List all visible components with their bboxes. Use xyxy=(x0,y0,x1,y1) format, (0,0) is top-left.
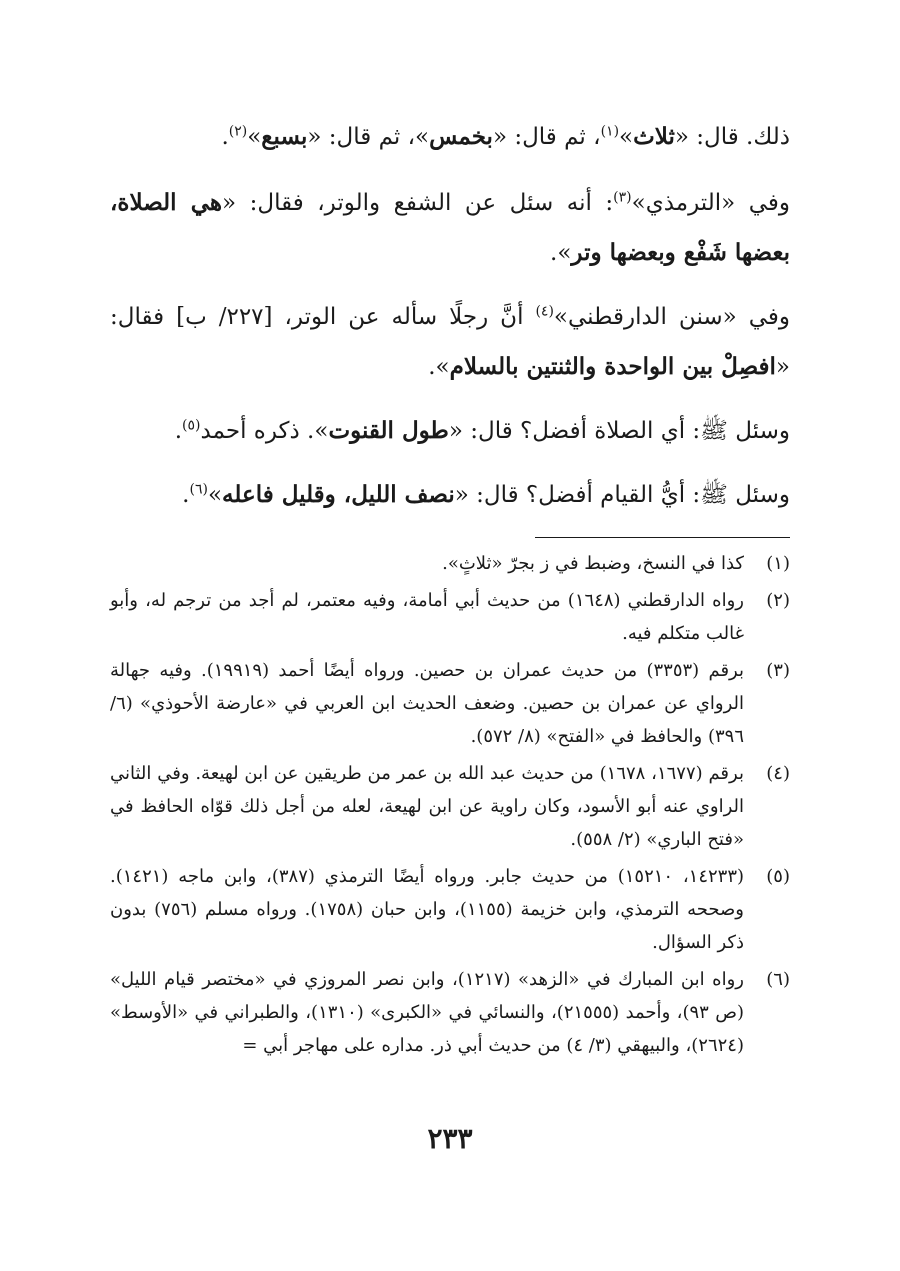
paragraph-3 xyxy=(110,292,790,392)
text-run: » xyxy=(619,124,634,150)
paragraph-4 xyxy=(110,406,790,456)
quote-bold: ثلاث xyxy=(633,123,675,150)
page-number: ٢٣٣ xyxy=(427,1122,473,1155)
footnote-2 xyxy=(110,584,790,650)
text-run: ، ثم قال: « xyxy=(492,124,601,150)
footnotes xyxy=(110,547,790,1066)
footnote-ref: (٦) xyxy=(189,481,208,498)
footnote-number: (٤) xyxy=(766,763,790,784)
quote-bold: افصِلْ بين الواحدة والثنتين بالسلام xyxy=(449,353,776,380)
paragraph-1 xyxy=(110,112,790,162)
footnote-ref: (١) xyxy=(600,123,620,140)
footnote-4 xyxy=(110,757,790,856)
text-run: ». ذكره أحمد xyxy=(200,418,329,444)
footnote-number: (١) xyxy=(766,553,790,574)
text-run: »، ثم قال: « xyxy=(307,124,430,150)
quote-bold: هي الصلاة، بعضها شَفْع وبعضها وتر xyxy=(110,189,790,266)
footnote-number: (٥) xyxy=(766,866,790,887)
text-run: . xyxy=(182,482,190,508)
text-run: ». xyxy=(550,240,572,266)
footnote-1 xyxy=(110,547,790,580)
quote-bold: بخمس xyxy=(429,123,493,150)
footnote-6 xyxy=(110,963,790,1062)
footnote-number: (٣) xyxy=(766,660,790,681)
text-run: أنَّ رجلًا سأله عن الوتر، [٢٢٧/ ب] فقال: « xyxy=(110,304,790,380)
text-run: وفي «الترمذي» xyxy=(631,190,790,216)
footnote-5 xyxy=(110,860,790,959)
text-run: وسئل ﷺ: أيُّ القيام أفضل؟ قال: « xyxy=(454,482,790,508)
text-run: » xyxy=(247,124,262,150)
text-run: : أنه سئل عن الشفع والوتر، فقال: « xyxy=(222,190,614,216)
text-run: ذلك. قال: « xyxy=(674,124,790,150)
book-page xyxy=(110,0,790,1271)
footnote-3 xyxy=(110,654,790,753)
quote-bold: نصف الليل، وقليل فاعله xyxy=(222,481,455,508)
quote-bold: طول القنوت xyxy=(328,417,449,444)
footnote-ref: (٤) xyxy=(535,303,554,320)
footnote-text: برقم (٣٣٥٣) من حديث عمران بن حصين. ورواه أيضًا أحمد (١٩٩١٩). وفيه جهالة الرواي عن عمران بن حصين. وضعف الحديث ابن العربي في «عارضة الأحوذي» (٦/ ٣٩٦) والحافظ في «الفتح» (٨/ ٥٧٢). xyxy=(110,660,744,747)
footnote-ref: (٥) xyxy=(182,417,201,434)
footnote-text: رواه ابن المبارك في «الزهد» (١٢١٧)، وابن نصر المروزي في «مختصر قيام الليل» (ص ٩٣)، وأحمد (٢١٥٥٥)، والنسائي في «الكبرى» (١٣١٠)، والطبراني في «الأوسط» (٢٦٢٤)، والبيهقي (٣/ ٤) من حديث أبي ذر. مداره على مهاجر أبي = xyxy=(110,969,744,1056)
footnote-text: رواه الدارقطني (١٦٤٨) من حديث أبي أمامة، وفيه معتمر، لم أجد من ترجم له، وأبو غالب متكلم فيه. xyxy=(110,590,744,644)
paragraph-5 xyxy=(110,470,790,520)
footnote-separator xyxy=(535,537,790,538)
footnote-ref: (٢) xyxy=(228,123,248,140)
footnote-number: (٢) xyxy=(766,590,790,611)
text-run: وفي «سنن الدارقطني» xyxy=(553,304,790,330)
footnote-ref: (٣) xyxy=(613,189,632,206)
footnote-text: (١٤٢٣٣، ١٥٢١٠) من حديث جابر. ورواه أيضًا الترمذي (٣٨٧)، وابن ماجه (١٤٢١). وصححه الترمذي، وابن خزيمة (١١٥٥)، وابن حبان (١٧٥٨). ورواه مسلم (٧٥٦) بدون ذكر السؤال. xyxy=(110,866,745,953)
paragraph-2 xyxy=(110,178,790,278)
footnote-number: (٦) xyxy=(766,969,790,990)
text-run: ». xyxy=(428,354,450,380)
footnote-text: برقم (١٦٧٧، ١٦٧٨) من حديث عبد الله بن عمر من طريقين عن ابن لهيعة. وفي الثاني الراوي عنه أبو الأسود، وكان راوية عن ابن لهيعة، لعله من أجل ذلك قوّاه الحافظ في «فتح الباري» (٢/ ٥٥٨). xyxy=(110,763,744,850)
footnote-text: كذا في النسخ، وضبط في ز بجرّ «ثلاثٍ». xyxy=(442,553,744,574)
quote-bold: بسبع xyxy=(261,123,308,150)
text-run: . xyxy=(174,418,183,444)
text-run: » xyxy=(207,482,223,508)
text-run: وسئل ﷺ: أي الصلاة أفضل؟ قال: « xyxy=(448,418,790,444)
text-run: . xyxy=(221,124,229,150)
main-text xyxy=(110,112,790,534)
